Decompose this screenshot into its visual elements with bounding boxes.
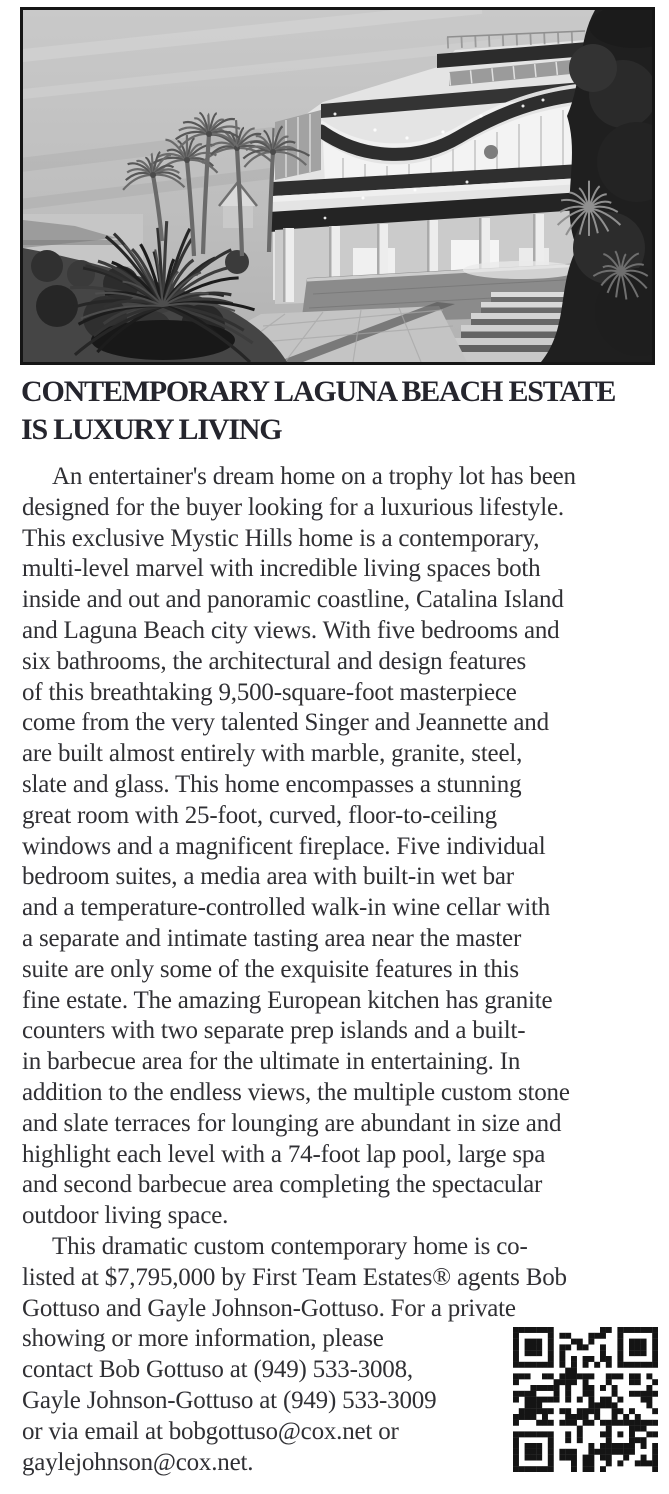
text-line: counters with two separate prep islands and a built- — [22, 1017, 526, 1045]
headline-line: IS LUXURY LIVING — [21, 413, 282, 446]
text-line: fine estate. The amazing European kitchen has granite — [22, 986, 553, 1014]
text-line: gaylejohnson@cox.net. — [22, 1448, 254, 1476]
text-line: Gottuso and Gayle Johnson-Gottuso. For a private — [22, 1294, 516, 1322]
text-line: and second barbecue area completing the spectacular — [22, 1171, 543, 1199]
text-line: slate and glass. This home encompasses a stunning — [22, 770, 522, 798]
headline — [21, 373, 666, 449]
text-line: suite are only some of the exquisite features in this — [22, 955, 519, 983]
text-line: This dramatic custom contemporary home is co- — [52, 1232, 528, 1260]
qr-code — [513, 1327, 658, 1472]
headline-line: CONTEMPORARY LAGUNA BEACH ESTATE — [21, 375, 616, 408]
text-line: come from the very talented Singer and Jeannette and — [22, 709, 549, 737]
estate-photo-scene — [23, 10, 652, 362]
text-line: and a temperature-controlled walk-in wine cellar with — [22, 894, 551, 922]
text-line: in barbecue area for the ultimate in entertaining. In — [22, 1048, 521, 1076]
text-line: highlight each level with a 74-foot lap pool, large spa — [22, 1140, 546, 1168]
text-line: or via email at bobgottuso@cox.net or — [22, 1417, 399, 1445]
text-line: An entertainer's dream home on a trophy lot has been — [52, 463, 576, 490]
text-line: designed for the buyer looking for a luxurious lifestyle. — [22, 493, 564, 521]
text-line: and Laguna Beach city views. With five bedrooms and — [22, 616, 560, 644]
text-line: and slate terraces for lounging are abundant in size and — [22, 1109, 562, 1137]
text-line: contact Bob Gottuso at (949) 533-3008, — [22, 1356, 413, 1384]
text-line: listed at $7,795,000 by First Team Estates® agents Bob — [22, 1263, 567, 1291]
text-line: windows and a magnificent fireplace. Five individual — [22, 832, 546, 860]
text-line: six bathrooms, the architectural and design features — [22, 647, 527, 675]
text-line: great room with 25-foot, curved, floor-to-ceiling — [22, 801, 497, 829]
article-body — [22, 462, 654, 1478]
text-line: are built almost entirely with marble, granite, steel, — [22, 740, 523, 768]
text-line: of this breathtaking 9,500-square-foot masterpiece — [22, 678, 517, 706]
text-line: Gayle Johnson-Gottuso at (949) 533-3009 — [22, 1386, 437, 1414]
text-line: multi-level marvel with incredible living spaces both — [22, 555, 541, 583]
text-line: inside and out and panoramic coastline, Catalina Island — [22, 586, 564, 614]
text-line: bedroom suites, a media area with built-in wet bar — [22, 863, 514, 891]
text-line: showing or more information, please — [22, 1325, 384, 1353]
text-line: This exclusive Mystic Hills home is a contemporary, — [22, 524, 540, 552]
text-line: outdoor living space. — [22, 1202, 229, 1230]
qr-code-image — [513, 1327, 658, 1472]
text-line: a separate and intimate tasting area near the master — [22, 924, 522, 952]
text-line: addition to the endless views, the multiple custom stone — [22, 1078, 570, 1106]
paragraph-1 — [22, 462, 654, 1232]
estate-photo — [20, 7, 655, 365]
